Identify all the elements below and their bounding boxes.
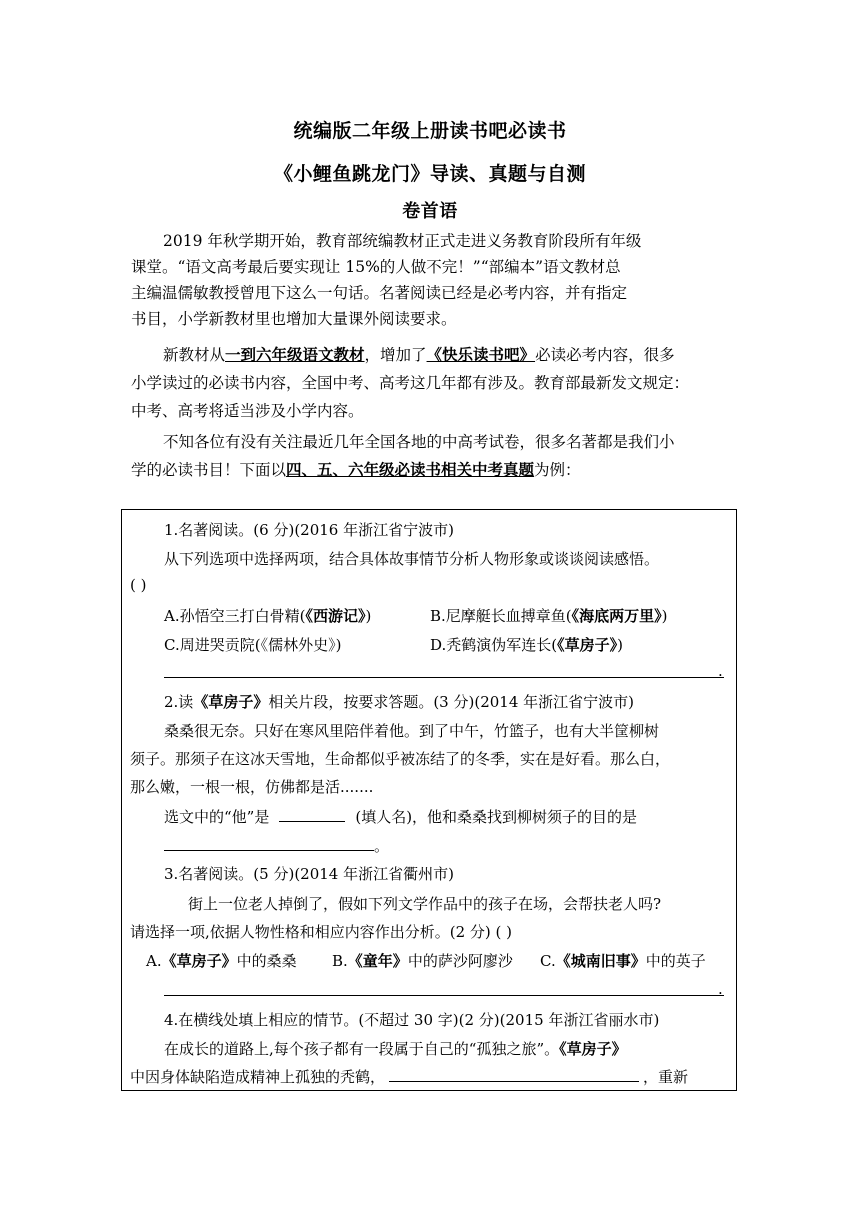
q2-question: 选文中的“他”是 (填人名)，他和桑桑找到柳树须子的目的是 xyxy=(164,808,638,826)
q1-option-a: A.孙悟空三打白骨精(《西游记》) xyxy=(164,607,372,625)
q3-prompt-line1: 街上一位老人掉倒了，假如下列文学作品中的孩子在场，会帮扶老人吗? xyxy=(188,895,662,913)
intro-p3-line1: 不知各位有没有关注最近几年全国各地的中高考试卷，很多名著都是我们小 xyxy=(163,433,675,451)
q2-name-blank[interactable] xyxy=(279,807,345,822)
questions-box xyxy=(121,509,737,1091)
q1-end-dot: . xyxy=(718,662,723,680)
q4-plot-blank[interactable] xyxy=(389,1067,639,1082)
q1-prompt: 从下列选项中选择两项，结合具体故事情节分析人物形象或谈谈阅读感悟。 xyxy=(164,550,660,568)
q4-line1: 在成长的道路上,每个孩子都有一段属于自己的“孤独之旅”。《草房子》 xyxy=(164,1040,627,1058)
q3-end-dot: . xyxy=(718,980,723,998)
intro-p3-text: 为例： xyxy=(534,461,581,479)
intro-p2-text: 必读必考内容，很多 xyxy=(535,346,675,364)
q3-option-a: A.《草房子》中的桑桑 xyxy=(146,952,297,970)
q3-answer-line[interactable] xyxy=(164,995,724,996)
intro-p1-line4: 书目，小学新教材里也增加大量课外阅读要求。 xyxy=(131,310,457,328)
q4-line2: 中因身体缺陷造成精神上孤独的秃鹤， ，重新 xyxy=(130,1068,689,1086)
q1-option-c: C.周进哭贡院(《儒林外史》) xyxy=(164,636,342,654)
q2-passage-line1: 桑桑很无奈。只好在寒风里陪伴着他。到了中午，竹篮子，也有大半筐柳树 xyxy=(164,722,660,740)
intro-p1-line2: 课堂。“语文高考最后要实现让 15%的人做不完！”“部编本”语文教材总 xyxy=(131,258,621,276)
emphasis-textbooks: 一到六年级语文教材 xyxy=(225,345,365,364)
section-heading: 卷首语 xyxy=(402,201,458,222)
intro-p1-line1: 2019 年秋学期开始，教育部统编教材正式走进义务教育阶段所有年级 xyxy=(163,232,642,250)
q2-end-mark: 。 xyxy=(374,837,390,855)
q3-option-b: B.《童年》中的萨沙阿廖沙 xyxy=(332,952,513,970)
q3-prompt-line2: 请选择一项,依据人物性格和相应内容作出分析。(2 分) ( ) xyxy=(130,923,513,941)
q2-passage-line2: 须子。那须子在这冰天雪地，生命都似乎被冻结了的冬季，实在是好看。那么白， xyxy=(130,750,671,768)
document-subtitle: 《小鲤鱼跳龙门》导读、真题与自测 xyxy=(273,163,586,185)
document-title: 统编版二年级上册读书吧必读书 xyxy=(293,120,567,142)
intro-p1-line3: 主编温儒敏教授曾甩下这么一句话。名著阅读已经是必考内容，并有指定 xyxy=(131,284,628,302)
q1-option-d: D.秃鹤演伪军连长(《草房子》) xyxy=(430,636,623,654)
emphasis-exam-questions: 四、五、六年级必读书相关中考真题 xyxy=(286,460,535,479)
q4-heading: 4.在横线处填上相应的情节。(不超过 30 字)(2 分)(2015 年浙江省丽水市) xyxy=(164,1011,660,1029)
q1-answer-line[interactable] xyxy=(164,677,724,678)
q1-option-b: B.尼摩艇长血搏章鱼(《海底两万里》) xyxy=(430,607,668,625)
q1-answer-paren: ( ) xyxy=(130,576,147,594)
q3-heading: 3.名著阅读。(5 分)(2014 年浙江省衢州市) xyxy=(164,865,454,883)
intro-p2-line2: 小学读过的必读书内容，全国中考、高考这几年都有涉及。教育部最新发文规定： xyxy=(131,374,690,392)
intro-paragraph-2 xyxy=(131,341,741,425)
intro-paragraph-3 xyxy=(131,428,741,484)
intro-p3-text: 学的必读书目！下面以 xyxy=(131,461,287,479)
q2-heading: 2.读《草房子》相关片段，按要求答题。(3 分)(2014 年浙江省宁波市) xyxy=(164,693,634,711)
intro-p2-text: 新教材从 xyxy=(163,346,226,364)
intro-p2-line3: 中考、高考将适当涉及小学内容。 xyxy=(131,402,364,420)
q3-option-c: C.《城南旧事》中的英子 xyxy=(540,952,706,970)
q2-purpose-blank[interactable] xyxy=(164,850,374,851)
intro-p2-text: ，增加了 xyxy=(364,346,427,364)
q1-heading: 1.名著阅读。(6 分)(2016 年浙江省宁波市) xyxy=(164,521,454,539)
q2-passage-line3: 那么嫩，一根一根，仿佛都是活....... xyxy=(130,778,374,796)
intro-paragraph-1 xyxy=(131,228,741,332)
emphasis-happy-reading: 《快乐读书吧》 xyxy=(426,345,536,364)
